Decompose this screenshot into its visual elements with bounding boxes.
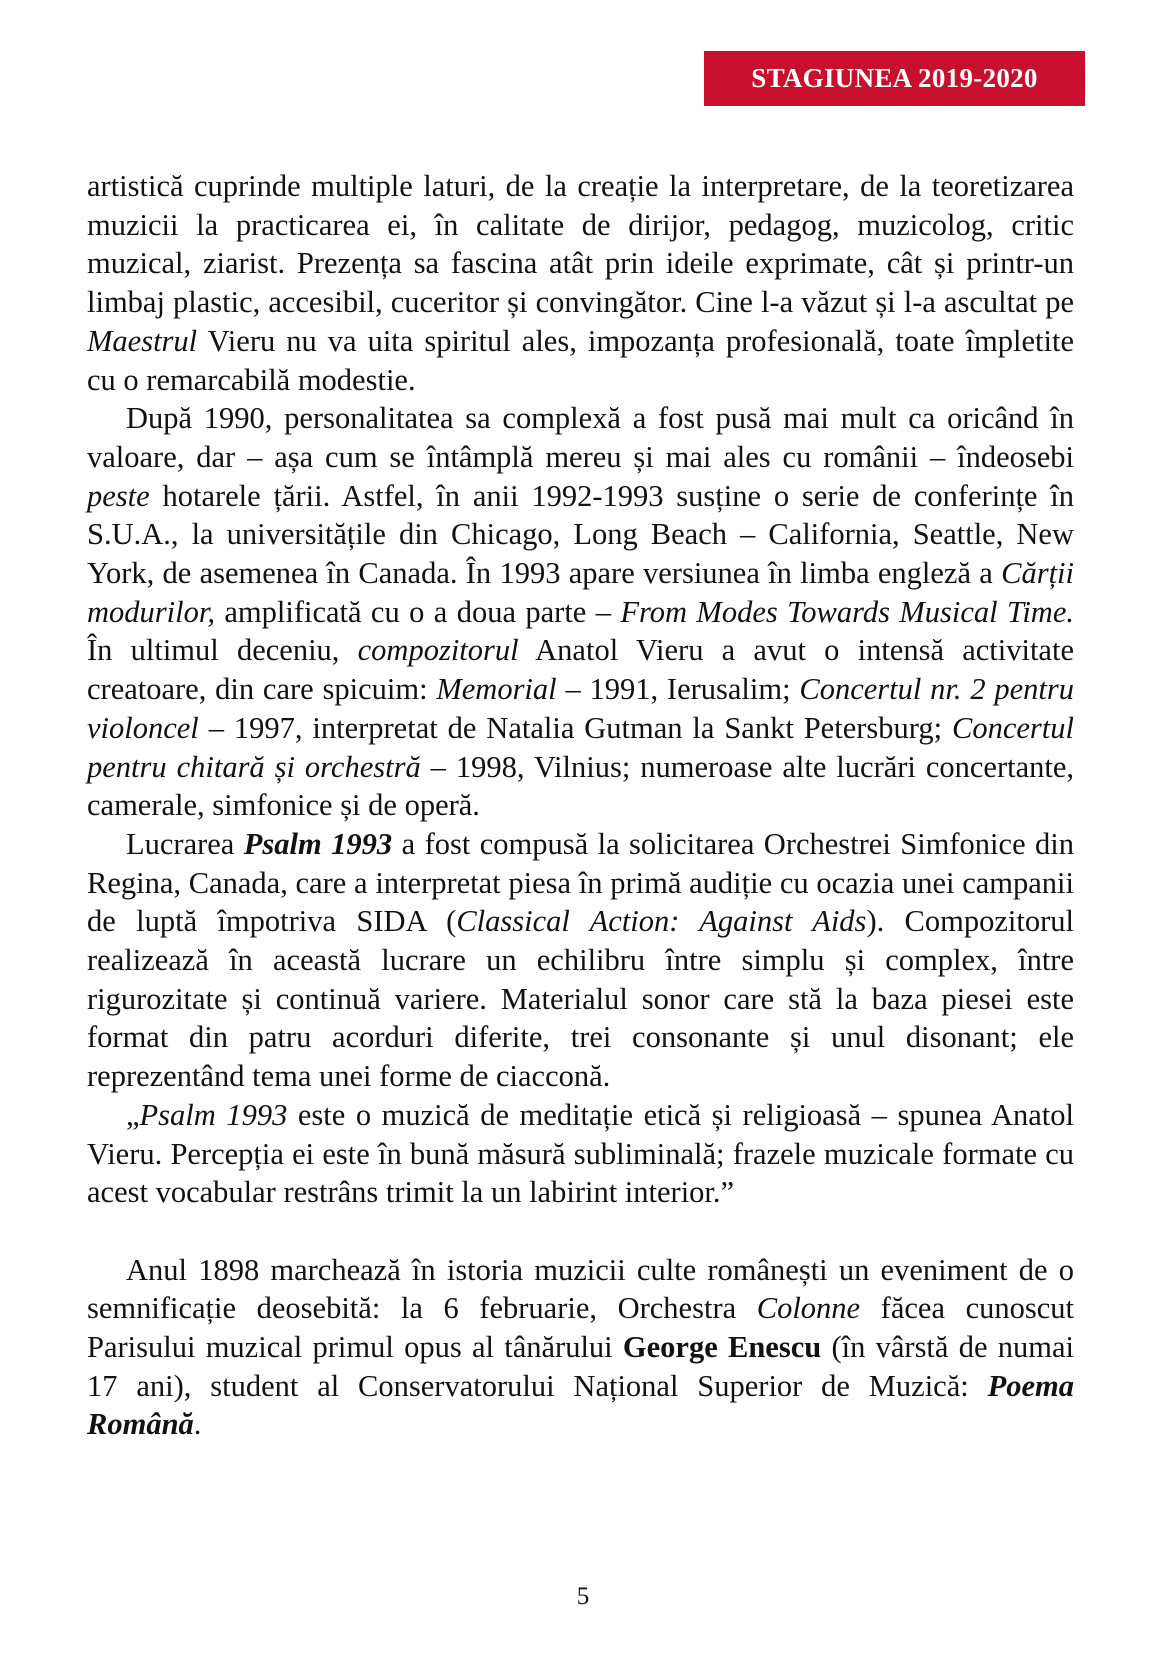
text-run: Vieru nu va uita spiritul ales, impozanța profesională, toate împletite cu o remarcabilă modestie. bbox=[87, 323, 1074, 397]
text-run: ). Compozitorul realizează în această lucrare un echilibru între simplu și complex, între rigurozitate și continuă variere. Materialul sonor care stă la baza piesei este format din patru acorduri diferite, trei consonante și unul disonant; ele reprezentând tema unei forme de ciacconă. bbox=[87, 904, 1074, 1094]
paragraph bbox=[87, 1096, 1074, 1212]
italic-text: Concertul nr. 2 pentru violoncel bbox=[87, 672, 1074, 745]
bold-text: George Enescu bbox=[622, 1330, 822, 1365]
text-run: . bbox=[193, 1407, 202, 1442]
season-label: STAGIUNEA 2019-2020 bbox=[751, 63, 1038, 93]
text-run: Lucrarea bbox=[126, 826, 244, 861]
italic-text: peste bbox=[87, 478, 150, 513]
text-run: artistică cuprinde multiple laturi, de la creație la interpretare, de la teoretizarea muzicii la practicarea ei, în calitate de dirijor, pedagog, muzicolog, critic muzical, ziarist. Prezența sa fascina atât prin ideile exprimate, cât și printr-un limbaj plastic, accesibil, cuceritor și convingător. Cine l-a văzut și l-a ascultat pe bbox=[87, 169, 1074, 320]
bold-italic-text: Poema Română bbox=[87, 1368, 1074, 1442]
paragraph bbox=[87, 825, 1074, 1096]
text-run: Anatol Vieru a avut o intensă activitate creatoare, din care spicuim: bbox=[87, 633, 1074, 707]
italic-text: Memorial bbox=[436, 672, 557, 707]
italic-text: From Modes Towards Musical Time. bbox=[620, 594, 1074, 629]
paragraph bbox=[87, 399, 1074, 825]
paragraph-spacer bbox=[87, 1212, 1074, 1251]
italic-text: compozitorul bbox=[357, 633, 519, 668]
season-badge bbox=[704, 51, 1085, 106]
text-run: După 1990, personalitatea sa complexă a fost pusă mai mult ca oricând în valoare, dar – așa cum se întâmplă mereu și mai ales cu românii – îndeosebi bbox=[87, 401, 1074, 474]
text-run: a fost compusă la solicitarea Orchestrei Simfonice din Regina, Canada, care a interpretat piesa în primă audiție cu ocazia unei campanii de luptă împotriva SIDA ( bbox=[87, 826, 1075, 939]
article-body bbox=[87, 167, 1074, 1444]
text-run: (în vârstă de numai 17 ani), student al Conservatorului Național Superior de Muzică: bbox=[87, 1330, 1074, 1403]
text-run: – 1998, Vilnius; numeroase alte lucrări concertante, camerale, simfonice și de operă. bbox=[87, 749, 1075, 823]
text-run: este o muzică de meditație etică și religioasă – spunea Anatol Vieru. Percepția ei este în bună măsură subliminală; frazele muzicale formate cu acest vocabular restrâns trimit la un labirint interior.” bbox=[87, 1097, 1075, 1210]
bold-italic-text: Psalm 1993 bbox=[243, 826, 393, 861]
italic-text: Concertul pentru chitară și orchestră bbox=[87, 710, 1074, 784]
text-run: „ bbox=[126, 1097, 140, 1132]
text-run: hotarele țării. Astfel, în anii 1992-1993 susține o serie de conferințe în S.U.A., la universitățile din Chicago, Long Beach – California, Seattle, New York, de asemenea în Canada. În 1993 apare versiunea în limba engleză a bbox=[87, 478, 1074, 591]
italic-text: Maestrul bbox=[87, 323, 198, 358]
text-run: – 1997, interpretat de Natalia Gutman la Sankt Petersburg; bbox=[198, 710, 952, 745]
text-run: amplificată cu o a doua parte – bbox=[214, 594, 621, 629]
paragraph bbox=[87, 1251, 1074, 1445]
paragraph bbox=[87, 167, 1074, 399]
text-run: – 1991, Ierusalim; bbox=[556, 672, 800, 707]
text-run: În ultimul deceniu, bbox=[87, 633, 358, 668]
italic-text: Colonne bbox=[756, 1291, 861, 1326]
text-run: Anul 1898 marchează în istoria muzicii culte românești un eveniment de o semnificație deosebită: la 6 februarie, Orchestra bbox=[87, 1252, 1074, 1326]
text-run: făcea cunoscut Parisului muzical primul opus al tânărului bbox=[87, 1291, 1074, 1365]
italic-text: Psalm 1993 bbox=[139, 1097, 288, 1132]
italic-text: Classical Action: Against Aids bbox=[456, 904, 867, 939]
page-number: 5 bbox=[576, 1583, 590, 1610]
italic-text: Cărții modurilor, bbox=[87, 556, 1074, 629]
